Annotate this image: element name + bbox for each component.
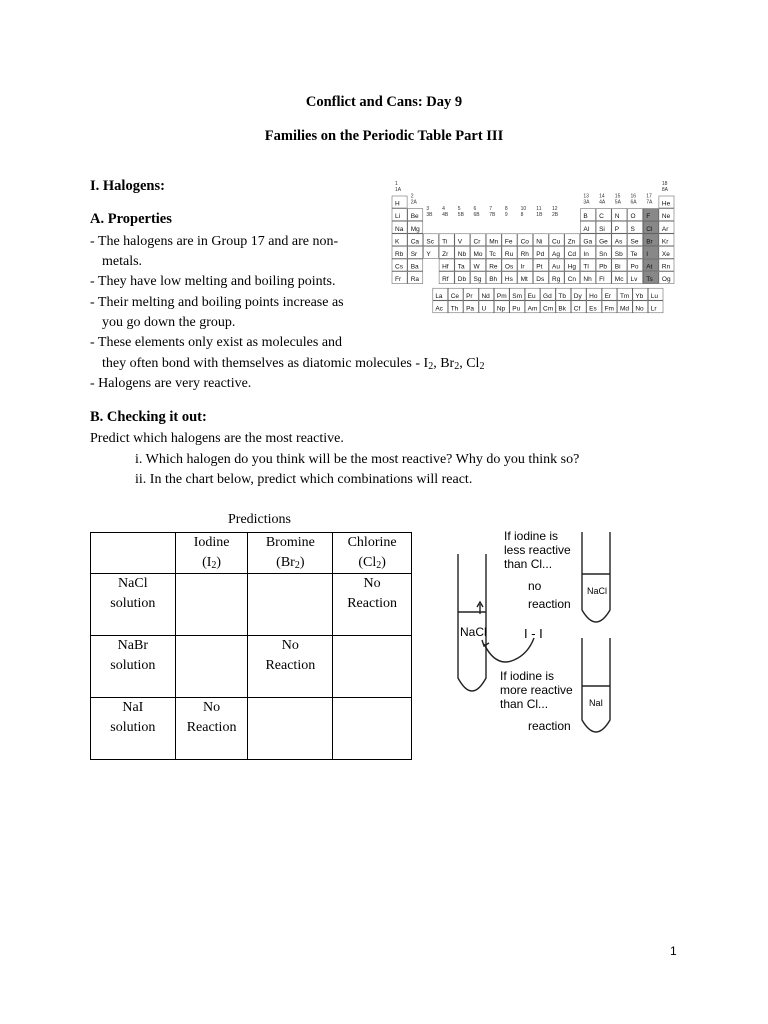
note-bottom-2: more reactive <box>500 683 573 697</box>
element-symbol: Kr <box>661 238 669 246</box>
element-symbol: Y <box>426 251 431 258</box>
prediction-cell[interactable]: No Reaction <box>333 574 412 636</box>
predictions-table <box>90 532 412 760</box>
property-line: metals. <box>102 254 143 269</box>
property-line: - Halogens are very reactive. <box>90 376 252 391</box>
question-1: i. Which halogen do you think will be the most reactive? Why do you think so? <box>135 452 580 467</box>
element-symbol: Te <box>630 251 638 258</box>
element-symbol: Sg <box>473 276 482 284</box>
tube-top-right <box>582 532 610 622</box>
element-symbol: Cf <box>573 305 581 313</box>
properties-heading: A. Properties <box>90 211 172 227</box>
element-symbol: Si <box>599 225 605 233</box>
element-symbol: Zn <box>567 238 576 246</box>
property-line: you go down the group. <box>102 315 236 330</box>
group-label: 14 <box>599 193 605 200</box>
element-symbol: Al <box>583 225 590 233</box>
element-symbol: Cs <box>395 263 403 271</box>
element-symbol: Sb <box>614 251 623 258</box>
table-row <box>91 698 412 760</box>
element-symbol: Cm <box>543 305 554 313</box>
row-label: NaI solution <box>91 698 176 760</box>
element-symbol: N <box>614 213 620 221</box>
prediction-cell[interactable]: No Reaction <box>175 698 248 760</box>
group-label: 4B <box>442 212 449 219</box>
element-symbol: Pa <box>466 305 475 313</box>
element-symbol: Be <box>410 213 419 221</box>
element-symbol: Sm <box>512 292 522 300</box>
row-label: NaBr solution <box>91 636 176 698</box>
note-top-1: If iodine is <box>504 529 559 543</box>
group-label: 6 <box>473 206 477 213</box>
element-symbol: Mo <box>473 251 483 258</box>
element-symbol: Pm <box>496 292 507 300</box>
element-symbol: Ts <box>646 276 653 284</box>
property-line: - The halogens are in Group 17 and are non- <box>90 234 339 249</box>
reaction-label: reaction <box>528 719 571 733</box>
page-number: 1 <box>670 944 677 958</box>
element-symbol: Bi <box>614 263 621 271</box>
section-halogens: I. Halogens: <box>90 178 165 194</box>
element-symbol: Tl <box>583 263 589 271</box>
element-symbol: U <box>481 305 487 313</box>
group-label: 7B <box>489 212 496 219</box>
table-caption: Predictions <box>228 512 291 527</box>
left-tube-label: NaCl <box>460 625 487 639</box>
element-symbol: Pb <box>599 263 608 271</box>
page-title: Conflict and Cans: Day 9 <box>305 94 463 110</box>
element-symbol: Br <box>646 238 653 246</box>
element-symbol: Eu <box>527 292 536 300</box>
element-symbol: Rg <box>552 276 561 284</box>
prediction-cell[interactable] <box>175 636 248 698</box>
element-symbol: Sr <box>410 251 418 258</box>
no-reaction-2: reaction <box>528 597 571 611</box>
iodine-molecule: I - I <box>524 626 543 641</box>
group-label: 6A <box>630 199 637 206</box>
element-symbol: Es <box>589 305 597 313</box>
page-subtitle: Families on the Periodic Table Part III <box>264 128 504 144</box>
tube-label-nai: NaI <box>589 698 604 708</box>
element-symbol: Tb <box>558 292 567 300</box>
corner-cell <box>91 533 176 574</box>
element-symbol: Cu <box>552 238 561 246</box>
element-symbol: Hf <box>442 263 449 271</box>
element-symbol: Co <box>520 238 529 246</box>
property-line: - These elements only exist as molecules and <box>90 335 343 350</box>
element-symbol: Pt <box>536 263 543 271</box>
element-symbol: Md <box>619 305 629 313</box>
element-symbol: Dy <box>573 292 582 300</box>
group-label: 11 <box>536 206 542 213</box>
element-symbol: Ti <box>442 238 448 246</box>
element-symbol: Rb <box>395 251 404 258</box>
group-label: 3B <box>426 212 433 219</box>
checking-heading: B. Checking it out: <box>90 409 207 425</box>
tube-bottom-right <box>582 638 610 732</box>
element-symbol: Ni <box>536 238 543 246</box>
group-label: 17 <box>646 193 652 200</box>
group-label: 6B <box>473 212 480 219</box>
element-symbol: Er <box>604 292 612 300</box>
note-bottom-3: than Cl... <box>500 697 549 711</box>
note-top-3: than Cl... <box>504 557 553 571</box>
group-label: 2 <box>410 193 414 200</box>
element-symbol: Ca <box>410 238 420 246</box>
element-symbol: C <box>599 213 604 221</box>
element-symbol: Xe <box>661 251 670 258</box>
group-label: 4A <box>599 199 606 206</box>
element-symbol: Rf <box>442 276 449 284</box>
element-symbol: Nh <box>583 276 592 284</box>
group-label: 8A <box>661 187 669 193</box>
element-symbol: Na <box>395 225 404 233</box>
table-header-row <box>91 533 412 574</box>
note-top-2: less reactive <box>504 543 571 557</box>
element-symbol: K <box>395 238 400 246</box>
group-label: 16 <box>630 193 637 200</box>
element-symbol: Np <box>496 305 506 313</box>
group-label: 9 <box>504 212 508 219</box>
element-symbol: Cr <box>473 238 481 246</box>
property-line: - Their melting and boiling points increase as <box>90 295 344 310</box>
header-bromine: Bromine $(Br_2)$ <box>248 533 333 574</box>
periodic-table-image <box>390 178 676 346</box>
prediction-cell[interactable] <box>248 574 333 636</box>
element-symbol: Gd <box>543 292 552 300</box>
group-label: 1B <box>536 212 543 219</box>
element-symbol: Ta <box>457 263 465 271</box>
prediction-cell[interactable] <box>333 698 412 760</box>
element-symbol: In <box>583 251 589 258</box>
element-symbol: Cl <box>646 225 653 233</box>
element-symbol: Mn <box>489 238 499 246</box>
table-row <box>91 574 412 636</box>
row-label: NaCl solution <box>91 574 176 636</box>
element-symbol: Tm <box>619 292 630 300</box>
element-symbol: S <box>630 225 635 233</box>
group-label: 10 <box>520 206 527 213</box>
element-symbol: Se <box>630 238 639 246</box>
element-symbol: Au <box>552 263 560 271</box>
group-label: 4 <box>442 206 445 213</box>
element-symbol: Fr <box>395 276 402 284</box>
element-symbol: Ru <box>504 251 514 258</box>
tube-left <box>458 554 486 691</box>
property-line-diatomic: they often bond with themselves as diatomic molecules - $I_2$, $Br_2$, $Cl_2$ <box>102 356 485 372</box>
element-symbol: Yb <box>635 292 644 300</box>
element-symbol: Pr <box>466 292 473 300</box>
group-label: 1 <box>395 181 398 187</box>
element-symbol: Nd <box>481 292 490 300</box>
group-label: 5 <box>457 206 461 213</box>
element-symbol: Tc <box>489 251 496 258</box>
table-row <box>91 636 412 698</box>
tube-label-nacl: NaCl <box>587 586 608 596</box>
element-symbol: Bh <box>489 276 498 284</box>
group-label: 2B <box>552 212 559 219</box>
element-symbol: Re <box>489 263 498 271</box>
element-symbol: Ge <box>599 238 608 246</box>
prediction-cell[interactable]: No Reaction <box>248 636 333 698</box>
prediction-cell[interactable] <box>175 574 248 636</box>
element-symbol: Lv <box>630 276 638 284</box>
element-symbol: Bk <box>558 305 567 313</box>
checking-intro: Predict which halogens are the most reactive. <box>90 431 344 446</box>
element-symbol: H <box>395 200 400 208</box>
arrow-curve-icon <box>484 638 534 662</box>
header-iodine: Iodine $(I_2)$ <box>175 533 248 574</box>
element-symbol: O <box>630 213 636 221</box>
element-symbol: Mt <box>520 276 528 284</box>
element-symbol: Ne <box>661 213 671 221</box>
element-symbol: B <box>583 213 588 221</box>
element-symbol: Nb <box>457 251 467 258</box>
element-symbol: Og <box>661 276 671 284</box>
element-symbol: Ho <box>589 292 598 300</box>
element-symbol: Ra <box>410 276 420 284</box>
element-symbol: Cn <box>567 276 577 284</box>
element-symbol: F <box>646 213 651 221</box>
group-label: 2A <box>410 199 417 206</box>
group-label: 18 <box>661 181 668 187</box>
element-symbol: Am <box>527 305 538 313</box>
group-label: 13 <box>583 193 589 200</box>
element-symbol: Ga <box>583 238 593 246</box>
element-symbol: Sc <box>426 238 434 246</box>
question-2: ii. In the chart below, predict which combinations will react. <box>135 472 473 487</box>
element-symbol: Mc <box>614 276 624 284</box>
group-label: 8 <box>504 206 508 213</box>
element-symbol: Hs <box>504 276 513 284</box>
element-symbol: Os <box>504 263 514 271</box>
group-label: 5B <box>457 212 464 219</box>
element-symbol: V <box>457 238 463 246</box>
element-symbol: Pd <box>536 251 545 258</box>
element-symbol: Lr <box>650 305 657 313</box>
group-label: 12 <box>552 206 558 213</box>
group-label: 8 <box>520 212 524 219</box>
element-symbol: P <box>614 225 620 233</box>
element-symbol: Cd <box>567 251 577 258</box>
element-symbol: Ac <box>435 305 443 313</box>
element-symbol: Zr <box>442 251 449 258</box>
no-reaction-1: no <box>528 579 542 593</box>
element-symbol: Ag <box>552 251 560 258</box>
group-label: 5A <box>614 199 621 206</box>
element-symbol: Pu <box>512 305 521 313</box>
element-symbol: Sn <box>599 251 608 258</box>
element-symbol: Ir <box>520 263 525 271</box>
test-tube-diagram <box>448 528 628 748</box>
element-symbol: Ce <box>450 292 460 300</box>
element-symbol: W <box>473 263 480 271</box>
group-label: 7A <box>646 199 653 206</box>
element-symbol: Th <box>450 305 459 313</box>
element-symbol: Rh <box>520 251 529 258</box>
element-symbol: Fm <box>604 305 614 313</box>
element-symbol: Db <box>457 276 467 284</box>
group-label: 3A <box>583 199 590 206</box>
element-symbol: Ar <box>661 225 669 233</box>
element-symbol: Fe <box>504 238 513 246</box>
group-label: 1A <box>395 187 402 193</box>
prediction-cell[interactable] <box>333 636 412 698</box>
element-symbol: Li <box>395 213 401 221</box>
element-symbol: Rn <box>661 263 671 271</box>
element-symbol: He <box>661 200 671 208</box>
element-symbol: Ba <box>410 263 419 271</box>
element-symbol: Lu <box>650 292 658 300</box>
element-symbol: Po <box>630 263 639 271</box>
element-symbol: I <box>646 251 649 258</box>
element-symbol: At <box>646 263 653 271</box>
header-chlorine: Chlorine $(Cl_2)$ <box>333 533 412 574</box>
note-bottom-1: If iodine is <box>500 669 555 683</box>
group-label: 15 <box>614 193 621 200</box>
element-symbol: Ds <box>536 276 545 284</box>
property-line: - They have low melting and boiling points. <box>90 274 336 289</box>
group-label: 7 <box>489 206 492 213</box>
prediction-cell[interactable] <box>248 698 333 760</box>
element-symbol: Fl <box>599 276 605 284</box>
group-label: 3 <box>426 206 430 213</box>
element-symbol: Mg <box>410 225 420 233</box>
element-symbol: As <box>614 238 623 246</box>
element-symbol: No <box>635 305 644 313</box>
element-symbol: La <box>435 292 443 300</box>
element-symbol: Hg <box>567 263 577 271</box>
